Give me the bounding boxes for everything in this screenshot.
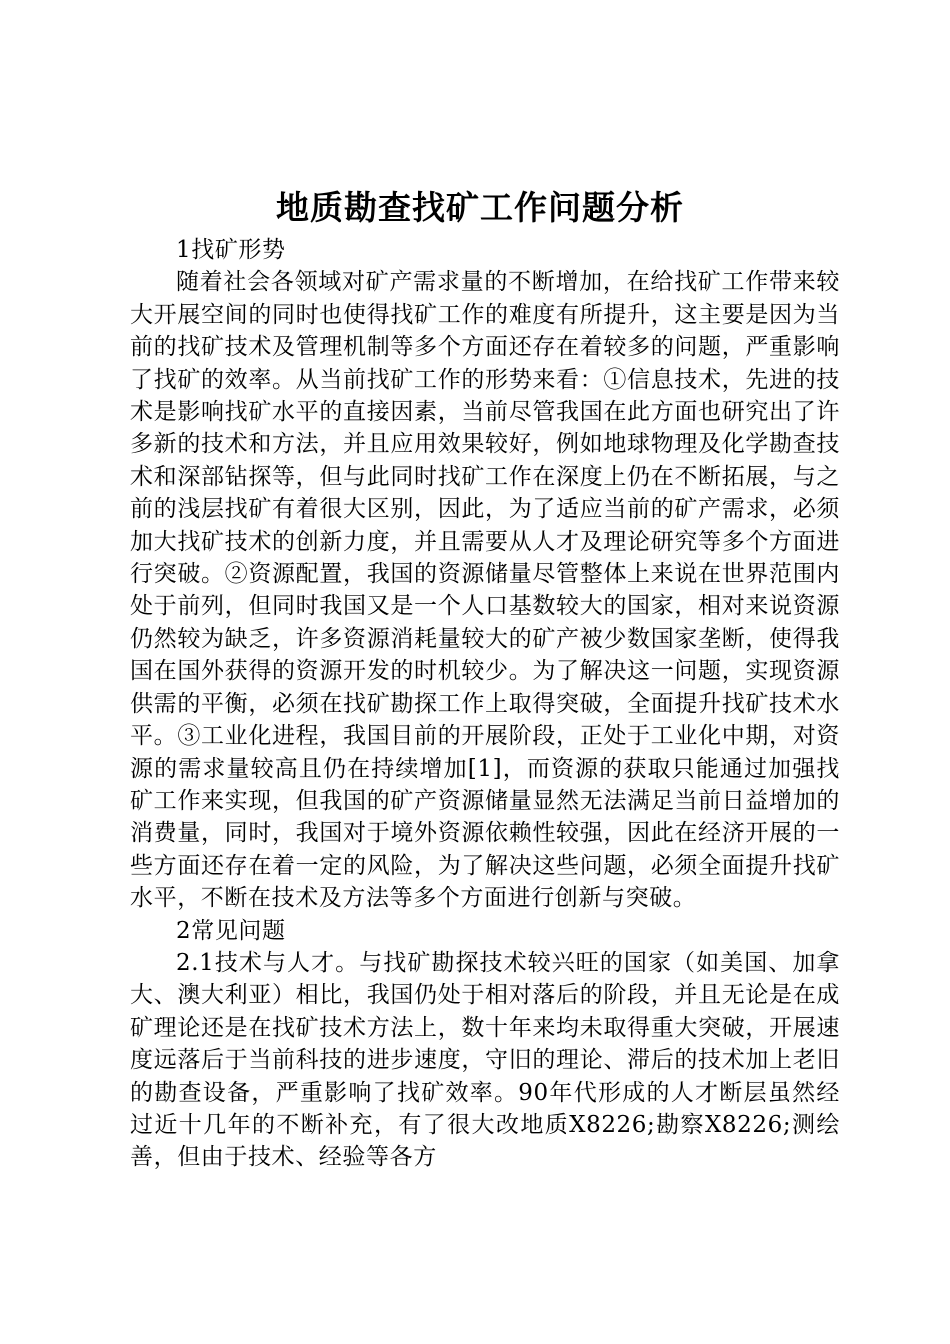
section-paragraph-1: 随着社会各领域对矿产需求量的不断增加，在给找矿工作带来较大开展空间的同时也使得找矿工作的难度有所提升，这主要是因为当前的找矿技术及管理机制等多个方面还存在着较多的问题，严重影响了找矿的效率。从当前找矿工作的形势来看：①信息技术，先进的技术是影响找矿水平的直接因素，当前尽管我国在此方面也研究出了许多新的技术和方法，并且应用效果较好，例如地球物理及化学勘查技术和深部钻探等，但与此同时找矿工作在深度上仍在不断拓展，与之前的浅层找矿有着很大区别，因此，为了适应当前的矿产需求，必须加大找矿技术的创新力度，并且需要从人才及理论研究等多个方面进行突破。②资源配置，我国的资源储量尽管整体上来说在世界范围内处于前列，但同时我国又是一个人口基数较大的国家，相对来说资源仍然较为缺乏，许多资源消耗量较大的矿产被少数国家垄断，使得我国在国外获得的资源开发的时机较少。为了解决这一问题，实现资源供需的平衡，必须在找矿勘探工作上取得突破，全面提升找矿技术水平。③工业化进程，我国目前的开展阶段，正处于工业化中期，对资源的需求量较高且仍在持续增加[1]，而资源的获取只能通过加强找矿工作来实现，但我国的矿产资源储量显然无法满足当前日益增加的消费量，同时，我国对于境外资源依赖性较强，因此在经济开展的一些方面还存在着一定的风险，为了解决这些问题，必须全面提升找矿水平，不断在技术及方法等多个方面进行创新与突破。 [130,269,840,912]
document-title: 地质勘查找矿工作问题分析 [276,188,684,227]
section-heading-2: 2常见问题 [176,917,286,944]
document-body [130,234,840,1174]
section-heading-1: 1找矿形势 [176,237,286,263]
section-paragraph-2: 2.1技术与人才。与找矿勘探技术较兴旺的国家（如美国、加拿大、澳大利亚）相比，我国仍处于相对落后的阶段，并且无论是在成矿理论还是在找矿技术方法上，数十年来均未取得重大突破，开展速度远落后于当前科技的进步速度，守旧的理论、滞后的技术加上老旧的勘查设备，严重影响了找矿效率。90年代形成的人才断层虽然经过近十几年的不断补充，有了很大改地质X8226;勘察X8226;测绘善，但由于技术、经验等各方 [130,949,840,1171]
